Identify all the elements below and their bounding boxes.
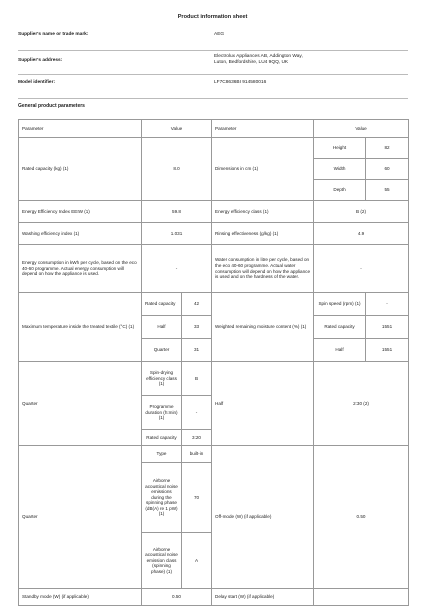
temp-rated-label: Rated capacity	[142, 293, 182, 316]
energy-class-value: B (2)	[314, 201, 409, 223]
noise-class-value: A	[182, 533, 212, 589]
spin-speed-value: -	[366, 293, 409, 316]
model-row	[18, 80, 408, 99]
spin-speed-label: Spin speed (rpm) (1)	[314, 293, 366, 316]
temp-quarter-label: Quarter	[142, 339, 182, 362]
supplier-value: AEG	[214, 32, 225, 37]
programme-rated-value: 3:20	[182, 430, 212, 446]
dimensions-label: Dimensions in cm (1)	[212, 138, 314, 201]
table-row	[19, 589, 409, 606]
table-row	[19, 138, 409, 159]
spin-class-value: B	[182, 362, 212, 396]
delay-start-label: Delay start (W) (if applicable)	[212, 589, 314, 606]
address-line1: Electrolux Appliances AB, Addington Way,	[214, 54, 303, 59]
width-value: 60	[366, 159, 409, 180]
width-label: Width	[314, 159, 366, 180]
table-row	[19, 446, 409, 463]
spin-rated-label: Rated capacity	[314, 316, 366, 339]
address-line2: Luton, Bedfordshire, LU4 9QQ, UK	[214, 60, 289, 66]
model-value: LF7C8636BI 914580016	[214, 80, 267, 85]
supplier-row	[18, 32, 408, 51]
half-label: Half	[212, 362, 314, 446]
model-label: Model identifier:	[18, 80, 56, 85]
rinsing-value: 4.9	[314, 223, 409, 245]
depth-value: 55	[366, 180, 409, 201]
type-value: built-in	[182, 446, 212, 463]
capacity-value: 8.0	[142, 138, 212, 201]
temp-rated-value: 42	[182, 293, 212, 316]
offmode-value: 0.50	[314, 446, 409, 589]
header-value-1: Value	[142, 120, 212, 138]
supplier-label: Supplier's name or trade mark:	[18, 32, 89, 37]
page-title: Product information sheet	[177, 14, 248, 20]
noise-value: 70	[182, 463, 212, 533]
energy-cycle-value: -	[142, 245, 212, 293]
rinsing-label: Rinsing effectiveness (g/kg) (1)	[212, 223, 314, 245]
spin-half-value: 1551	[366, 339, 409, 362]
header-value-2: Value	[314, 120, 409, 138]
depth-label: Depth	[314, 180, 366, 201]
washing-index-value: 1.031	[142, 223, 212, 245]
washing-index-label: Washing efficiency index (1)	[19, 223, 142, 245]
table-row	[19, 293, 409, 316]
capacity-label: Rated capacity (kg) (1)	[19, 138, 142, 201]
eei-label: Energy Efficiency Index EEIW (1)	[19, 201, 142, 223]
temp-half-label: Half	[142, 316, 182, 339]
noise-label: Airborne acoustical noise emissions during the spinning phase (dB(A) re 1 pW) (1)	[142, 463, 182, 533]
delay-start-value	[314, 589, 409, 606]
table-row	[19, 223, 409, 245]
half-value: 2:30 (2)	[314, 362, 409, 446]
header-parameter-2: Parameter	[212, 120, 314, 138]
parameters-table	[18, 119, 409, 606]
height-value: 82	[366, 138, 409, 159]
standby-value: 0.50	[142, 589, 212, 606]
section-title: General product parameters	[18, 103, 85, 109]
standby-label: Standby mode (W) (if applicable)	[19, 589, 142, 606]
height-label: Height	[314, 138, 366, 159]
type-label: Type	[142, 446, 182, 463]
spin-rated-value: 1551	[366, 316, 409, 339]
quarter2-label: Quarter	[19, 446, 142, 589]
table-row	[19, 201, 409, 223]
spin-half-label: Half	[314, 339, 366, 362]
temp-half-value: 33	[182, 316, 212, 339]
max-temp-label: Maximum temperature inside the treated textile (°C) (1)	[19, 293, 142, 362]
address-value	[214, 54, 303, 67]
temp-quarter-value: 31	[182, 339, 212, 362]
energy-cycle-label: Energy consumption in kWh per cycle, based on the eco 40-60 programme. Actual energy consumption will depend on how the appliance is used.	[19, 245, 142, 293]
programme-duration-label: Programme duration (h:min) (1)	[142, 396, 182, 430]
programme-duration-value: -	[182, 396, 212, 430]
offmode-label: Off-mode (W) (if applicable)	[212, 446, 314, 589]
noise-class-label: Airborne acoustical noise emission class (spinning phase) (1)	[142, 533, 182, 589]
programme-rated-label: Rated capacity	[142, 430, 182, 446]
header-parameter-1: Parameter	[19, 120, 142, 138]
moisture-label: Weighted remaining moisture content (%) (1)	[212, 293, 314, 362]
table-row	[19, 362, 409, 396]
water-cycle-label: Water consumption in litre per cycle, based on the eco 40-60 programme. Actual water consumption will depend on how the appliance is used and on the hardness of the water.	[212, 245, 314, 293]
table-row	[19, 245, 409, 293]
eei-value: 59.8	[142, 201, 212, 223]
spin-class-label: Spin-drying efficiency class (1)	[142, 362, 182, 396]
address-label: Supplier's address:	[18, 58, 63, 63]
quarter-label: Quarter	[19, 362, 142, 446]
energy-class-label: Energy efficiency class (1)	[212, 201, 314, 223]
address-row	[18, 54, 408, 75]
water-cycle-value: -	[314, 245, 409, 293]
table-header-row	[19, 120, 409, 138]
